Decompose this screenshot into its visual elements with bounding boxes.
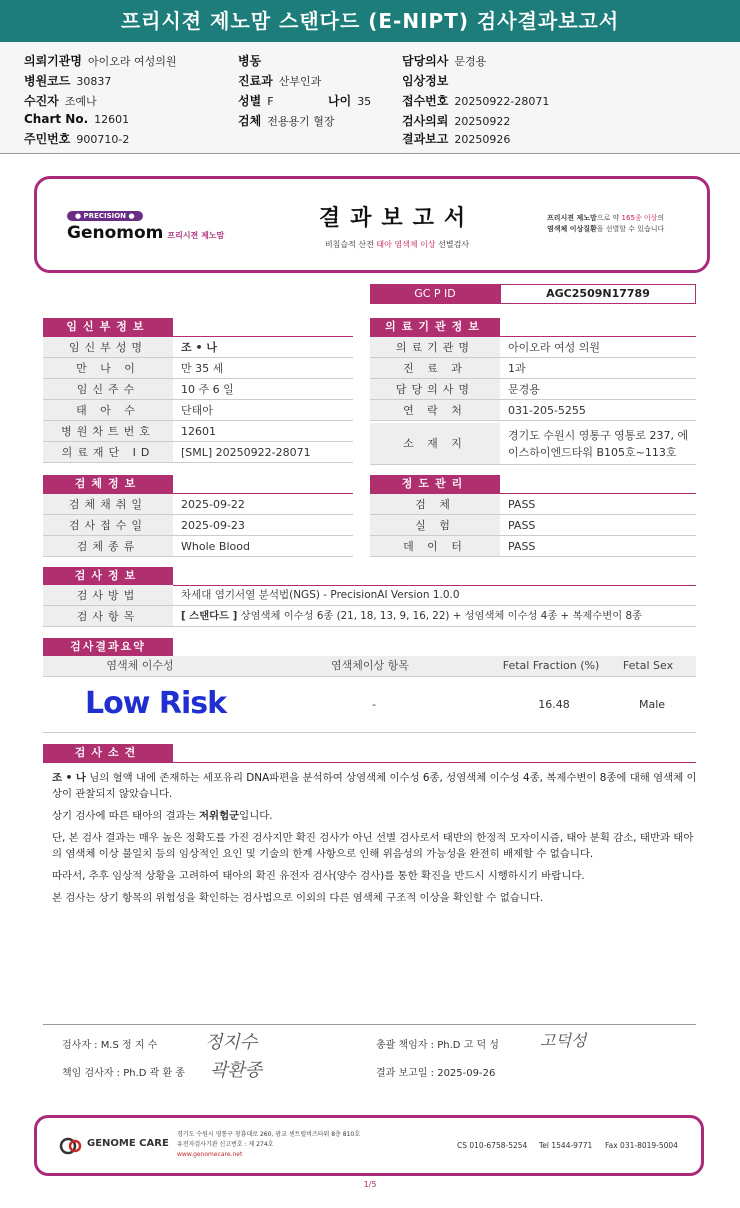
row-label: 검사접수일 [43,515,173,536]
row-label: 검체채취일 [43,494,173,515]
opinion-paragraph-5: 본 검사는 상기 항목의 위험성을 확인하는 검사법으로 이외의 다른 염색체 구조적 이상을 확인할 수 없습니다. [52,892,544,904]
info-chart: Chart No. 12601 [24,112,130,126]
row-label: 데 이 터 [370,536,500,557]
precision-badge: ● PRECISION ● [67,211,143,221]
info-report: 결과보고 20250926 [402,132,511,146]
row-value: PASS [500,536,696,557]
row-label: 연 락 처 [370,400,500,421]
row-value: 단태아 [173,400,353,421]
summary-col-sex: Fetal Sex [622,659,674,672]
row-value: 2025-09-23 [173,515,353,536]
row-label: 병원차트번호 [43,421,173,442]
footer-brand: GENOME CARE [87,1138,169,1149]
signature-divider [43,1024,696,1025]
row-value: Whole Blood [173,536,353,557]
method-value: 차세대 염기서열 분석법(NGS) - PrecisionAI Version 1.0.0 [173,585,696,606]
section-hospital: 의료기관정보 [370,318,500,336]
section-line [43,762,696,763]
row-label: 임신주수 [43,379,173,400]
row-label: 담당의사명 [370,379,500,400]
section-opinion: 검사소견 [43,744,173,762]
result-report-heading: 결과보고서 [318,206,476,231]
row-label: 실 험 [370,515,500,536]
row-value: 031-205-5255 [500,400,696,421]
row-value: 만 35 세 [173,358,353,379]
opinion-paragraph-4: 따라서, 추후 임상적 상황을 고려하여 태아의 확진 유전자 검사(양수 검사)를 통한 확진을 반드시 시행하시기 바랍니다. [52,870,585,882]
section-pregnant: 임신부정보 [43,318,173,336]
info-clinical: 임상정보 [402,74,449,88]
summary-ff-value: 16.48 [538,698,570,711]
row-label: 검체종류 [43,536,173,557]
info-id: 주민번호 900710-2 [24,132,130,146]
responsible-signature: 곽환종 [210,1060,263,1081]
row-value: [SML] 20250922-28071 [173,442,353,463]
info-specimen: 검체 전용용기 혈장 [238,114,335,128]
info-ward: 병동 [238,54,262,68]
section-specimen: 검체정보 [43,475,173,493]
row-value: 아이오라 여성 의원 [500,337,696,358]
gcpid-label: GC P ID [370,284,500,304]
gcpid-value: AGC2509N17789 [500,284,696,304]
address-label: 소 재 지 [370,423,500,465]
row-label: 검 체 [370,494,500,515]
info-sex: 성별 F [238,94,274,108]
header-tagline: 프리시젼 제노맘으로 약 165종 이상의 염색체 이상질환을 선별할 수 있습니다 [547,214,665,233]
opinion-paragraph-2: 상기 검사에 따른 태아의 결과는 저위험군입니다. [52,810,273,822]
item-label: 검사항목 [43,606,173,627]
summary-col-ff: Fetal Fraction (%) [502,659,600,672]
summary-sex-value: Male [638,698,666,711]
section-summary: 검사결과요약 [43,638,173,656]
summary-item-value: - [372,698,376,711]
row-value: 조 • 나 [173,337,353,358]
row-label: 만 나 이 [43,358,173,379]
info-dept: 진료과 산부인과 [238,74,322,88]
summary-col-aneuploidy: 염색체 이수성 [106,659,174,672]
chief-signature: 고덕성 [540,1031,587,1050]
info-receipt: 접수번호 20250922-28071 [402,94,550,108]
row-value: PASS [500,494,696,515]
info-doctor: 담당의사 문경용 [402,54,487,68]
row-label: 임신부성명 [43,337,173,358]
chief: 총괄 책임자 : Ph.D 고 덕 성 [376,1040,499,1051]
footer-tel: Tel 1544-9771 [539,1141,593,1150]
item-value: [ 스탠다드 ] 상염색체 이수성 6종 (21, 18, 13, 9, 16, 22) + 성염색체 이수성 4종 + 복제수변이 8종 [173,606,696,627]
info-code: 병원코드 30837 [24,74,112,88]
row-value: 1과 [500,358,696,379]
address-value: 경기도 수원시 영통구 영통로 237, 에 이스하이엔드타워 B105호~113호 [500,423,696,465]
tester: 검사자 : M.S 정 지 수 [62,1040,158,1051]
row-value: PASS [500,515,696,536]
footer-fax: Fax 031-8019-5004 [605,1141,678,1150]
row-label: 의료재단 ID [43,442,173,463]
footer-address: 경기도 수원시 영통구 창룡대로 260, 광교 센트럴비즈타워 8층 810호 유전자검사기관 신고번호 : 제 274호 www.genomecare.net [177,1131,360,1158]
info-patient: 수진자 조예나 [24,94,97,108]
summary-col-items: 염색체이상 항목 [331,659,409,672]
row-label: 태 아 수 [43,400,173,421]
genomom-logo: Genomom 프리시젼 제노맘 [67,223,225,243]
info-hospital: 의뢰기관명 아이오라 여성의원 [24,54,177,68]
tester-signature: 정지수 [205,1032,258,1053]
opinion-paragraph-1: 조 • 나 님의 혈액 내에 존재하는 세포유리 DNA파편을 분석하여 상염색체 이수성 6종, 성염색체 이수성 4종, 복제수변이 8종에 대해 염색체 이상이 관찰되지 않았습니다. [52,772,697,800]
row-value: 2025-09-22 [173,494,353,515]
method-label: 검사방법 [43,585,173,606]
responsible-tester: 책임 검사자 : Ph.D 곽 환 종 [62,1068,185,1079]
page-number: 1/5 [363,1180,377,1189]
row-label: 의료기관명 [370,337,500,358]
footer-box [34,1115,704,1176]
result-low-risk: Low Risk [85,686,227,721]
opinion-paragraph-3: 단, 본 검사 결과는 매우 높은 정확도를 가진 검사지만 확진 검사가 아닌 선별 검사로서 태반의 한정적 모자이시즘, 태아 분획 감소, 태반과 태아의 염색체 이상 불일치 등의 임상적인 요인 및 기술의 한계 사항으로 인해 위음성의 가능성을 완전히 배제할 수 없습니다. [52,832,694,860]
patient-info-bar [0,42,740,154]
section-qc: 정도관리 [370,475,500,493]
info-request: 검사의뢰 20250922 [402,114,511,128]
section-test: 검사정보 [43,567,173,585]
report-date: 결과 보고일 : 2025-09-26 [376,1068,496,1079]
row-value: 12601 [173,421,353,442]
report-subtitle: 비침습적 산전 태아 염색체 이상 선별검사 [324,240,470,249]
report-title: 프리시젼 제노맘 스탠다드 (E-NIPT) 검사결과보고서 [0,0,740,42]
genome-care-logo-icon [59,1136,83,1156]
info-age: 나이 35 [328,94,372,108]
report-header-box [34,176,710,273]
row-label: 진 료 과 [370,358,500,379]
row-value: 문경용 [500,379,696,400]
footer-cs: CS 010-6758-5254 [457,1141,528,1150]
row-value: 10 주 6 일 [173,379,353,400]
summary-divider [43,732,696,733]
